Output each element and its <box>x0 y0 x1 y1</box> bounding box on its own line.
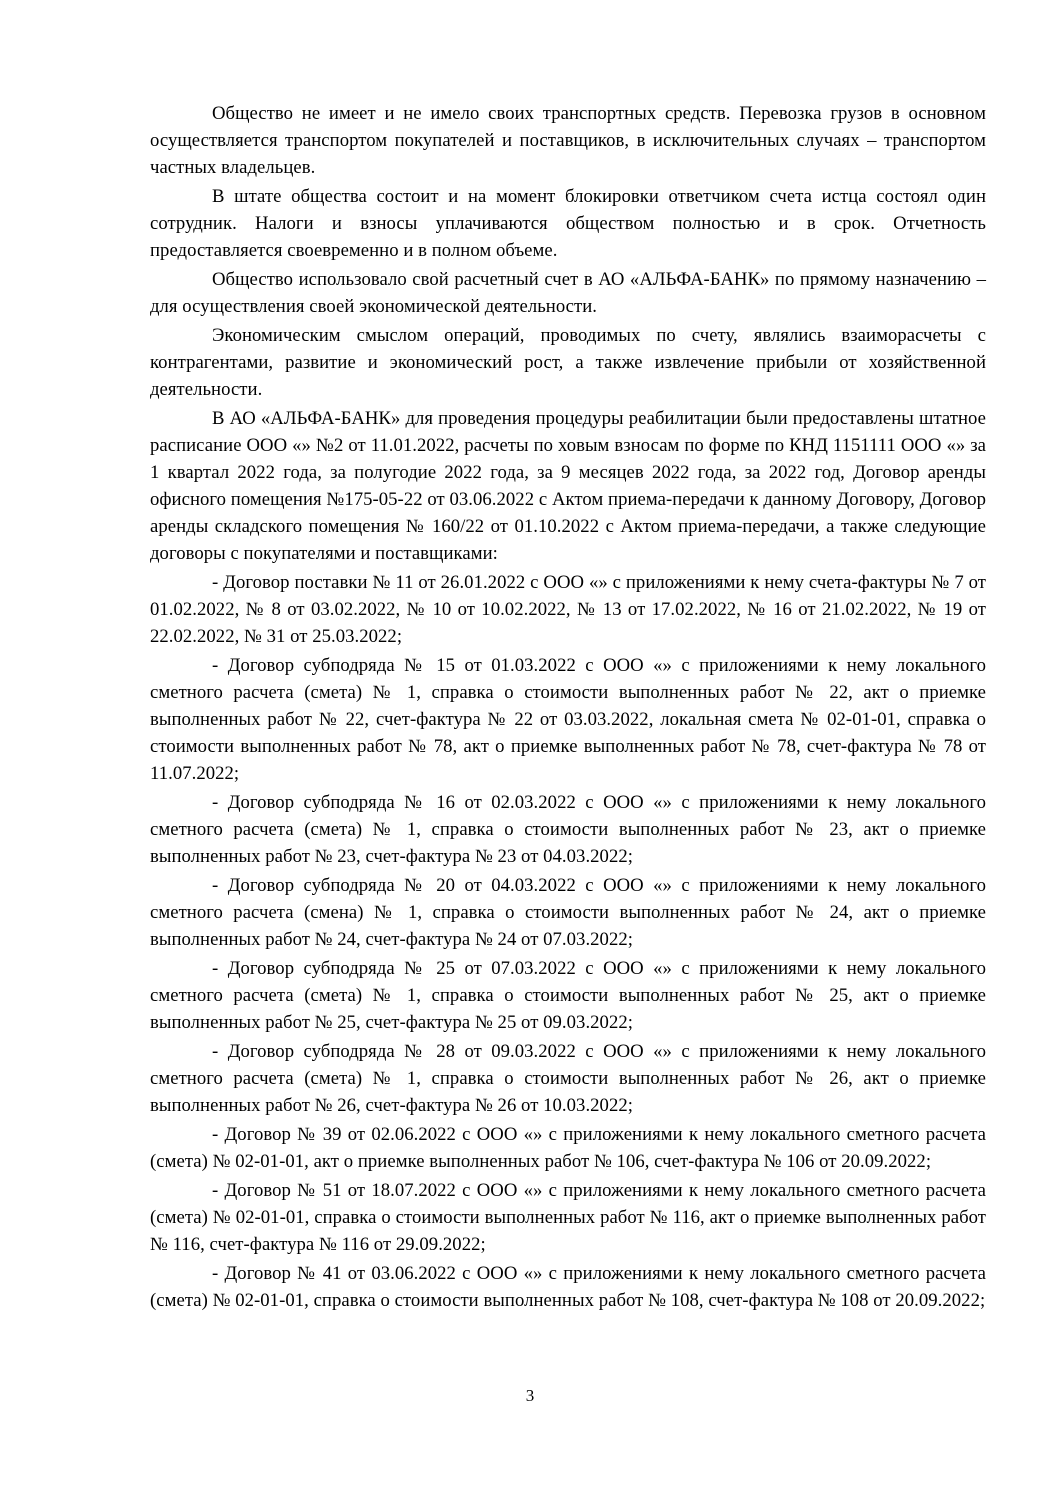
contract-list-item: - Договор № 39 от 02.06.2022 с ООО «» с приложениями к нему локального сметного расчета (смета) № 02-01-01, акт о приемке выполненных работ № 106, счет-фактура № 106 от 20.09.2022; <box>150 1124 986 1172</box>
contract-list-item: - Договор поставки № 11 от 26.01.2022 с ООО «» с приложениями к нему счета-фактуры № 7 от 01.02.2022, № 8 от 03.02.2022, № 10 от 10.02.2022, № 13 от 17.02.2022, № 16 от 21.02.2022, № 19 от 22.02.2022, № 31 от 25.03.2022; <box>150 572 986 647</box>
page-number: 3 <box>525 1386 535 1405</box>
contract-list-item: - Договор № 41 от 03.06.2022 с ООО «» с приложениями к нему локального сметного расчета (смета) № 02-01-01, справка о стоимости выполненных работ № 108, счет-фактура № 108 от 20.09.2022; <box>150 1263 986 1311</box>
contract-list-item: - Договор субподряда № 15 от 01.03.2022 с ООО «» с приложениями к нему локального сметного расчета (смета) № 1, справка о стоимости выполненных работ № 22, акт о приемке выполненных работ № 22, счет-фактура № 22 от 03.03.2022, локальная смета № 02-01-01, справка о стоимости выполненных работ № 78, акт о приемке выполненных работ № 78, счет-фактура № 78 от 11.07.2022; <box>150 655 986 784</box>
document-page <box>150 100 986 1316</box>
contract-list-item: - Договор субподряда № 16 от 02.03.2022 с ООО «» с приложениями к нему локального сметного расчета (смета) № 1, справка о стоимости выполненных работ № 23, акт о приемке выполненных работ № 23, счет-фактура № 23 от 04.03.2022; <box>150 792 986 867</box>
contract-list-item: - Договор субподряда № 25 от 07.03.2022 с ООО «» с приложениями к нему локального сметного расчета (смета) № 1, справка о стоимости выполненных работ № 25, акт о приемке выполненных работ № 25, счет-фактура № 25 от 09.03.2022; <box>150 958 986 1033</box>
paragraph-account-usage: Общество использовало свой расчетный счет в АО «АЛЬФА-БАНК» по прямому назначению – для осуществления своей экономической деятельности. <box>150 269 986 317</box>
paragraph-documents-provided: В АО «АЛЬФА-БАНК» для проведения процедуры реабилитации были предоставлены штатное расписание ООО «» №2 от 11.01.2022, расчеты по ховым взносам по форме по КНД 1151111 ООО «» за 1 квартал 2022 года, за полугодие 2022 года, за 9 месяцев 2022 года, за 2022 год, Договор аренды офисного помещения №175-05-22 от 03.06.2022 с Актом приема-передачи к данному Договору, Договор аренды складского помещения № 160/22 от 01.10.2022 с Актом приема-передачи, а также следующие договоры с покупателями и поставщиками: <box>150 408 986 564</box>
contract-list-item: - Договор № 51 от 18.07.2022 с ООО «» с приложениями к нему локального сметного расчета (смета) № 02-01-01, справка о стоимости выполненных работ № 116, акт о приемке выполненных работ № 116, счет-фактура № 116 от 29.09.2022; <box>150 1180 986 1255</box>
contract-list-item: - Договор субподряда № 20 от 04.03.2022 с ООО «» с приложениями к нему локального сметного расчета (смена) № 1, справка о стоимости выполненных работ № 24, акт о приемке выполненных работ № 24, счет-фактура № 24 от 07.03.2022; <box>150 875 986 950</box>
paragraph-transport: Общество не имеет и не имело своих транспортных средств. Перевозка грузов в основном осуществляется транспортом покупателей и поставщиков, в исключительных случаях – транспортом частных владельцев. <box>150 103 986 178</box>
paragraph-staff: В штате общества состоит и на момент блокировки ответчиком счета истца состоял один сотрудник. Налоги и взносы уплачиваются обществом полностью и в срок. Отчетность предоставляется своевременно и в полном объеме. <box>150 186 986 261</box>
paragraph-economic-sense: Экономическим смыслом операций, проводимых по счету, являлись взаиморасчеты с контрагентами, развитие и экономический рост, а также извлечение прибыли от хозяйственной деятельности. <box>150 325 986 400</box>
contract-list-item: - Договор субподряда № 28 от 09.03.2022 с ООО «» с приложениями к нему локального сметного расчета (смета) № 1, справка о стоимости выполненных работ № 26, акт о приемке выполненных работ № 26, счет-фактура № 26 от 10.03.2022; <box>150 1041 986 1116</box>
